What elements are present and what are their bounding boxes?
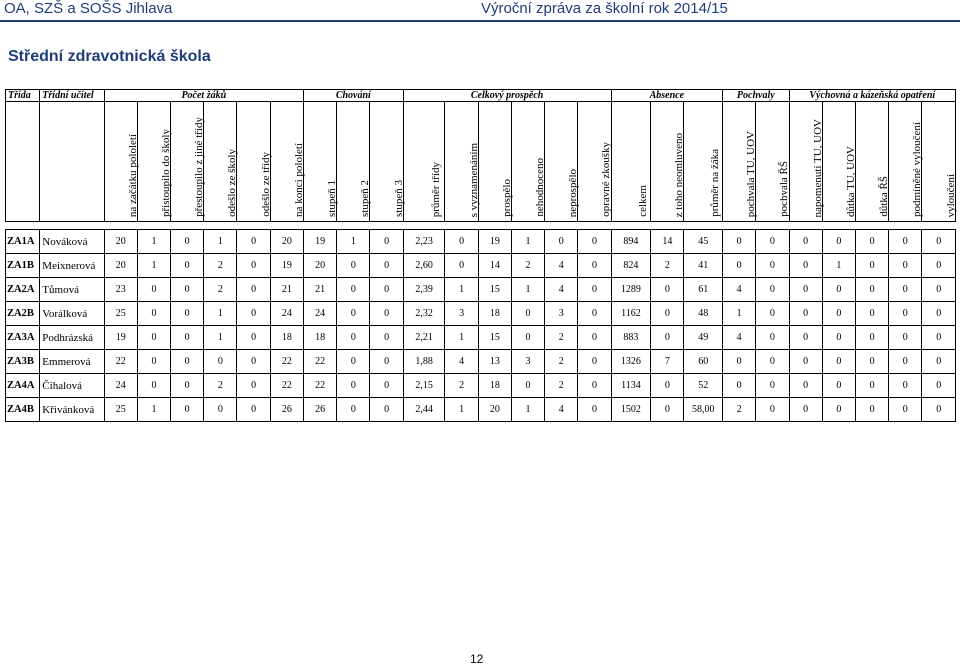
value-cell: 0 [370, 278, 403, 302]
value-cell: 61 [684, 278, 723, 302]
value-cell: 0 [922, 254, 956, 278]
value-cell: 1 [445, 278, 478, 302]
value-cell: 18 [478, 302, 511, 326]
value-cell: 0 [370, 374, 403, 398]
value-cell: 15 [478, 278, 511, 302]
column-header [204, 102, 237, 222]
value-cell: 1 [511, 278, 544, 302]
column-header-label: přistoupilo do školy [159, 128, 172, 217]
column-header [922, 102, 956, 222]
value-cell: 0 [756, 350, 789, 374]
report-title: Výroční zpráva za školní rok 2014/15 [481, 0, 728, 17]
value-cell: 0 [511, 302, 544, 326]
value-cell: 2 [723, 398, 756, 422]
value-cell: 0 [578, 278, 611, 302]
class-cell: ZA2B [6, 302, 40, 326]
value-cell: 1289 [611, 278, 651, 302]
value-cell: 0 [237, 230, 270, 254]
value-cell: 0 [578, 326, 611, 350]
value-cell: 0 [171, 326, 204, 350]
class-cell: ZA4B [6, 398, 40, 422]
value-cell: 0 [137, 350, 170, 374]
value-cell: 20 [270, 230, 303, 254]
header-opatreni: Výchovná a kázeňská opatření [789, 90, 955, 102]
value-cell: 19 [478, 230, 511, 254]
value-cell: 24 [270, 302, 303, 326]
value-cell: 20 [478, 398, 511, 422]
class-cell: ZA3A [6, 326, 40, 350]
value-cell: 2 [545, 350, 578, 374]
value-cell: 0 [651, 374, 684, 398]
column-header-label: na začátku pololetí [126, 133, 139, 217]
value-cell: 0 [789, 278, 822, 302]
value-cell: 0 [822, 230, 855, 254]
value-cell: 0 [756, 254, 789, 278]
value-cell: 48 [684, 302, 723, 326]
value-cell: 2,32 [403, 302, 445, 326]
value-cell: 0 [922, 230, 956, 254]
value-cell: 26 [270, 398, 303, 422]
column-header-label: stupeň 1 [326, 180, 339, 217]
value-cell: 0 [889, 278, 922, 302]
value-cell: 0 [889, 374, 922, 398]
table-row [6, 278, 956, 302]
statistics-table [5, 89, 956, 422]
value-cell: 0 [889, 326, 922, 350]
value-cell: 41 [684, 254, 723, 278]
value-cell: 0 [855, 254, 888, 278]
value-cell: 1134 [611, 374, 651, 398]
value-cell: 0 [756, 326, 789, 350]
value-cell: 0 [855, 350, 888, 374]
column-header-label: na konci pololetí [292, 143, 305, 217]
column-header [651, 102, 684, 222]
column-header-row [6, 102, 956, 222]
teacher-cell: Emmerová [40, 350, 104, 374]
table-row [6, 326, 956, 350]
value-cell: 24 [304, 302, 337, 326]
value-cell: 2,15 [403, 374, 445, 398]
class-cell: ZA1A [6, 230, 40, 254]
value-cell: 0 [137, 278, 170, 302]
header-prospech: Celkový prospěch [403, 90, 611, 102]
value-cell: 1502 [611, 398, 651, 422]
value-cell: 0 [578, 230, 611, 254]
header-pocet: Počet žáků [104, 90, 303, 102]
value-cell: 0 [337, 278, 370, 302]
value-cell: 0 [651, 398, 684, 422]
teacher-cell: Čihalová [40, 374, 104, 398]
value-cell: 0 [137, 302, 170, 326]
value-cell: 58,00 [684, 398, 723, 422]
column-header [789, 102, 822, 222]
value-cell: 19 [104, 326, 137, 350]
value-cell: 18 [304, 326, 337, 350]
column-header-label: stupeň 3 [392, 180, 405, 217]
value-cell: 14 [478, 254, 511, 278]
value-cell: 23 [104, 278, 137, 302]
value-cell: 0 [756, 302, 789, 326]
group-header-row [6, 90, 956, 102]
page-header [0, 0, 960, 24]
value-cell: 0 [855, 374, 888, 398]
value-cell: 2,21 [403, 326, 445, 350]
value-cell: 13 [478, 350, 511, 374]
value-cell: 7 [651, 350, 684, 374]
value-cell: 0 [922, 398, 956, 422]
value-cell: 20 [104, 254, 137, 278]
column-header-label: z toho neomluveno [673, 132, 686, 217]
value-cell: 19 [304, 230, 337, 254]
table-row [6, 302, 956, 326]
value-cell: 0 [578, 398, 611, 422]
value-cell: 2,60 [403, 254, 445, 278]
value-cell: 1 [137, 398, 170, 422]
value-cell: 0 [171, 230, 204, 254]
school-name: OA, SZŠ a SOŠS Jihlava [4, 0, 173, 17]
value-cell: 1 [511, 398, 544, 422]
column-header-label: důtka TU, UOV [844, 146, 857, 217]
value-cell: 0 [855, 302, 888, 326]
value-cell: 21 [304, 278, 337, 302]
value-cell: 824 [611, 254, 651, 278]
column-header-label: průměr na žáka [709, 149, 722, 217]
value-cell: 0 [889, 302, 922, 326]
value-cell: 0 [171, 302, 204, 326]
value-cell: 22 [104, 350, 137, 374]
column-header-label: vyloučení [944, 173, 957, 217]
value-cell: 0 [922, 374, 956, 398]
column-header-label: odešlo ze školy [226, 149, 239, 217]
value-cell: 0 [237, 302, 270, 326]
value-cell: 0 [578, 350, 611, 374]
column-header [445, 102, 478, 222]
header-trida: Třída [6, 90, 40, 102]
value-cell: 0 [855, 230, 888, 254]
value-cell: 45 [684, 230, 723, 254]
value-cell: 0 [171, 350, 204, 374]
value-cell: 0 [337, 374, 370, 398]
column-header [822, 102, 855, 222]
value-cell: 0 [789, 302, 822, 326]
value-cell: 0 [578, 374, 611, 398]
column-header [545, 102, 578, 222]
value-cell: 22 [304, 350, 337, 374]
column-header [855, 102, 891, 222]
value-cell: 20 [104, 230, 137, 254]
column-header-label: podmíněné vyloučení [911, 121, 924, 217]
value-cell: 0 [237, 398, 270, 422]
value-cell: 0 [855, 278, 888, 302]
value-cell: 1 [723, 302, 756, 326]
header-absence: Absence [611, 90, 722, 102]
value-cell: 0 [337, 302, 370, 326]
class-cell: ZA4A [6, 374, 40, 398]
column-header [723, 102, 756, 222]
value-cell: 19 [270, 254, 303, 278]
value-cell: 0 [171, 398, 204, 422]
value-cell: 1 [204, 230, 237, 254]
value-cell: 21 [270, 278, 303, 302]
value-cell: 60 [684, 350, 723, 374]
value-cell: 0 [922, 326, 956, 350]
value-cell: 0 [370, 350, 403, 374]
teacher-cell: Křivánková [40, 398, 104, 422]
column-header-label: pochvala TU, UOV [745, 130, 758, 217]
column-header-label: prospělo [500, 179, 513, 217]
column-header [611, 102, 651, 222]
value-cell: 0 [445, 254, 478, 278]
column-header [403, 102, 445, 222]
value-cell: 0 [756, 398, 789, 422]
value-cell: 1326 [611, 350, 651, 374]
value-cell: 0 [337, 254, 370, 278]
value-cell: 0 [204, 398, 237, 422]
column-header-label: neprospělo [567, 168, 580, 217]
value-cell: 0 [789, 326, 822, 350]
value-cell: 0 [237, 278, 270, 302]
column-header-label: pochvala ŘŠ [778, 161, 791, 217]
value-cell: 0 [756, 374, 789, 398]
column-header-label: napomenutí TU, UOV [811, 118, 824, 217]
value-cell: 0 [723, 230, 756, 254]
column-header [104, 102, 137, 222]
teacher-cell: Nováková [40, 230, 104, 254]
value-cell: 0 [723, 254, 756, 278]
column-header-label: s vyznamenáním [467, 142, 480, 217]
value-cell: 0 [822, 302, 855, 326]
value-cell: 0 [889, 398, 922, 422]
value-cell: 24 [104, 374, 137, 398]
value-cell: 0 [370, 326, 403, 350]
table-row [6, 398, 956, 422]
table-row [6, 350, 956, 374]
value-cell: 0 [651, 302, 684, 326]
value-cell: 0 [651, 278, 684, 302]
value-cell: 0 [889, 350, 922, 374]
column-header [171, 102, 204, 222]
value-cell: 1 [511, 230, 544, 254]
value-cell: 25 [104, 302, 137, 326]
value-cell: 0 [545, 230, 578, 254]
column-header-label: nehodnoceno [534, 158, 547, 217]
value-cell: 2 [545, 374, 578, 398]
value-cell: 22 [270, 374, 303, 398]
value-cell: 2 [545, 326, 578, 350]
value-cell: 4 [545, 254, 578, 278]
header-chovani: Chování [304, 90, 404, 102]
value-cell: 1 [445, 326, 478, 350]
column-header-label: odešlo ze třídy [259, 152, 272, 217]
value-cell: 2 [204, 278, 237, 302]
value-cell: 4 [545, 278, 578, 302]
value-cell: 2 [445, 374, 478, 398]
value-cell: 52 [684, 374, 723, 398]
value-cell: 49 [684, 326, 723, 350]
column-header [370, 102, 403, 222]
table-body [6, 230, 956, 422]
value-cell: 0 [204, 350, 237, 374]
value-cell: 0 [137, 374, 170, 398]
value-cell: 0 [237, 254, 270, 278]
value-cell: 4 [445, 350, 478, 374]
value-cell: 22 [270, 350, 303, 374]
value-cell: 1 [204, 326, 237, 350]
section-title: Střední zdravotnická škola [8, 48, 211, 65]
value-cell: 0 [578, 254, 611, 278]
value-cell: 0 [889, 254, 922, 278]
value-cell: 4 [723, 278, 756, 302]
class-cell: ZA2A [6, 278, 40, 302]
value-cell: 1162 [611, 302, 651, 326]
value-cell: 3 [445, 302, 478, 326]
value-cell: 0 [445, 230, 478, 254]
value-cell: 0 [337, 350, 370, 374]
value-cell: 0 [756, 278, 789, 302]
column-header [304, 102, 337, 222]
value-cell: 3 [545, 302, 578, 326]
value-cell: 0 [337, 398, 370, 422]
value-cell: 0 [237, 374, 270, 398]
value-cell: 2,39 [403, 278, 445, 302]
value-cell: 1,88 [403, 350, 445, 374]
value-cell: 1 [822, 254, 855, 278]
value-cell: 0 [822, 326, 855, 350]
class-cell: ZA3B [6, 350, 40, 374]
value-cell: 14 [651, 230, 684, 254]
value-cell: 0 [855, 398, 888, 422]
value-cell: 0 [922, 350, 956, 374]
header-pochvaly: Pochvaly [723, 90, 789, 102]
value-cell: 18 [270, 326, 303, 350]
teacher-cell: Podhrázská [40, 326, 104, 350]
value-cell: 2 [204, 254, 237, 278]
value-cell: 1 [137, 254, 170, 278]
column-header [270, 102, 303, 222]
value-cell: 0 [822, 350, 855, 374]
value-cell: 0 [889, 230, 922, 254]
value-cell: 0 [511, 374, 544, 398]
column-header [237, 102, 270, 222]
value-cell: 0 [789, 350, 822, 374]
value-cell: 0 [922, 302, 956, 326]
value-cell: 0 [511, 326, 544, 350]
value-cell: 0 [370, 254, 403, 278]
value-cell: 0 [370, 230, 403, 254]
column-header [478, 102, 511, 222]
value-cell: 0 [789, 398, 822, 422]
column-header [337, 102, 370, 222]
value-cell: 0 [922, 278, 956, 302]
value-cell: 0 [370, 302, 403, 326]
column-header-label: celkem [636, 185, 649, 217]
value-cell: 0 [789, 254, 822, 278]
column-header-label: stupeň 2 [359, 180, 372, 217]
header-rule [0, 20, 960, 22]
column-header [578, 102, 611, 222]
value-cell: 15 [478, 326, 511, 350]
column-header [889, 102, 922, 222]
column-header-blank [40, 102, 104, 222]
value-cell: 0 [756, 230, 789, 254]
value-cell: 0 [370, 398, 403, 422]
value-cell: 25 [104, 398, 137, 422]
value-cell: 20 [304, 254, 337, 278]
header-ucitel: Třídní učitel [40, 90, 104, 102]
value-cell: 0 [789, 374, 822, 398]
value-cell: 2 [204, 374, 237, 398]
value-cell: 0 [822, 278, 855, 302]
value-cell: 0 [855, 326, 888, 350]
column-header [756, 102, 789, 222]
value-cell: 0 [822, 374, 855, 398]
value-cell: 0 [137, 326, 170, 350]
table-row [6, 374, 956, 398]
value-cell: 0 [822, 398, 855, 422]
value-cell: 883 [611, 326, 651, 350]
value-cell: 1 [204, 302, 237, 326]
teacher-cell: Tůmová [40, 278, 104, 302]
value-cell: 0 [171, 254, 204, 278]
spacer-row [6, 222, 956, 230]
value-cell: 0 [237, 326, 270, 350]
teacher-cell: Vorálková [40, 302, 104, 326]
value-cell: 0 [237, 350, 270, 374]
value-cell: 4 [723, 326, 756, 350]
value-cell: 0 [651, 326, 684, 350]
value-cell: 0 [171, 374, 204, 398]
value-cell: 0 [578, 302, 611, 326]
value-cell: 1 [337, 230, 370, 254]
table-row [6, 254, 956, 278]
value-cell: 0 [789, 230, 822, 254]
value-cell: 0 [723, 350, 756, 374]
value-cell: 1 [137, 230, 170, 254]
column-header-label: opravné zkoušky [600, 142, 613, 217]
value-cell: 3 [511, 350, 544, 374]
value-cell: 2 [511, 254, 544, 278]
value-cell: 26 [304, 398, 337, 422]
value-cell: 0 [723, 374, 756, 398]
value-cell: 2,44 [403, 398, 445, 422]
column-header [684, 102, 723, 222]
column-header-blank [6, 102, 40, 222]
value-cell: 1 [445, 398, 478, 422]
column-header-label: přestoupilo z jiné třídy [193, 117, 206, 217]
value-cell: 22 [304, 374, 337, 398]
column-header [137, 102, 170, 222]
value-cell: 0 [337, 326, 370, 350]
value-cell: 0 [171, 278, 204, 302]
value-cell: 2 [651, 254, 684, 278]
value-cell: 894 [611, 230, 651, 254]
class-cell: ZA1B [6, 254, 40, 278]
table-row [6, 230, 956, 254]
teacher-cell: Meixnerová [40, 254, 104, 278]
page-number: 12 [470, 652, 484, 666]
value-cell: 4 [545, 398, 578, 422]
value-cell: 18 [478, 374, 511, 398]
column-header [511, 102, 547, 222]
column-header-label: důtka ŘŠ [878, 176, 891, 217]
column-header-label: průměr třídy [430, 161, 443, 217]
value-cell: 2,23 [403, 230, 445, 254]
